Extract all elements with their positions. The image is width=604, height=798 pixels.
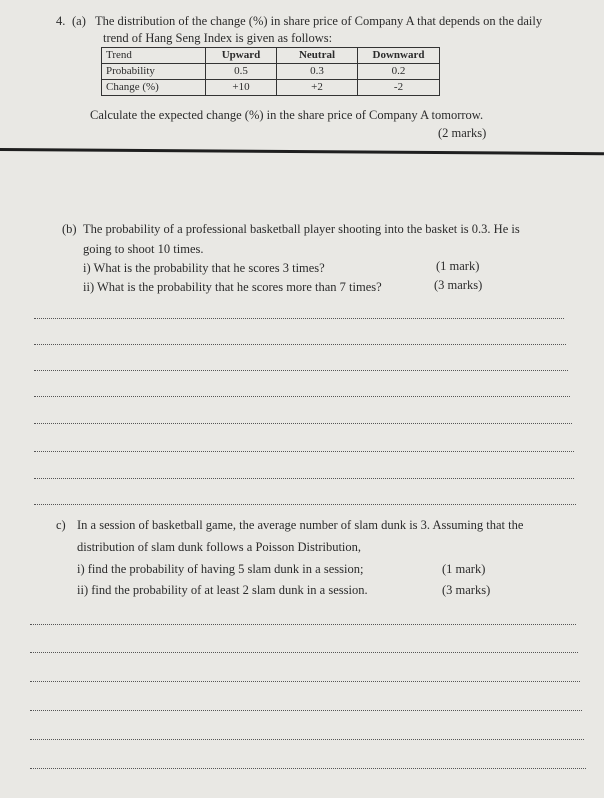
answer-line: [34, 478, 574, 479]
question-number: 4.: [56, 14, 66, 28]
table-cell: 0.5: [206, 64, 277, 80]
answer-line: [30, 768, 586, 769]
part-b-i-marks: (1 mark): [436, 259, 480, 273]
table-cell: +10: [206, 80, 277, 96]
part-c-label: c): [56, 518, 66, 532]
table-header-row: [102, 48, 440, 64]
part-c-ii-marks: (3 marks): [442, 583, 491, 597]
table-cell: 0.2: [358, 64, 440, 80]
part-a-label: (a): [72, 14, 86, 28]
part-c-line1: In a session of basketball game, the average number of slam dunk is 3. Assuming that the: [77, 518, 524, 532]
table-header-cell: Downward: [358, 48, 440, 64]
part-c-i-text: i) find the probability of having 5 slam dunk in a session;: [77, 562, 364, 576]
table-header-cell: Upward: [206, 48, 277, 64]
table-row: [102, 80, 440, 96]
part-a-line2: trend of Hang Seng Index is given as follows:: [103, 31, 333, 45]
part-c-ii-text: ii) find the probability of at least 2 slam dunk in a session.: [77, 583, 368, 597]
part-b-ii-marks: (3 marks): [434, 278, 483, 292]
answer-line: [34, 396, 570, 397]
answer-line: [30, 739, 584, 740]
answer-line: [30, 624, 576, 625]
answer-line: [34, 370, 568, 371]
answer-line: [30, 710, 582, 711]
table-cell: Probability: [102, 64, 206, 80]
part-a-marks: (2 marks): [438, 126, 487, 140]
table-header-cell: Neutral: [277, 48, 358, 64]
part-c-line2: distribution of slam dunk follows a Poisson Distribution,: [77, 540, 362, 554]
part-b-label: (b): [62, 222, 77, 236]
part-b-i-text: i) What is the probability that he scores 3 times?: [83, 261, 325, 275]
table-header-cell: Trend: [102, 48, 206, 64]
answer-line: [34, 344, 566, 345]
table-cell: +2: [277, 80, 358, 96]
part-a-line1: The distribution of the change (%) in share price of Company A that depends on the daily: [95, 14, 543, 28]
part-b-ii-text: ii) What is the probability that he scores more than 7 times?: [83, 280, 382, 294]
table-cell: -2: [358, 80, 440, 96]
distribution-table: [101, 47, 440, 96]
part-b-line2: going to shoot 10 times.: [83, 242, 204, 256]
answer-line: [30, 681, 580, 682]
answer-line: [34, 451, 574, 452]
table-cell: 0.3: [277, 64, 358, 80]
part-b-line1: The probability of a professional basketball player shooting into the basket is 0.3. He is: [83, 222, 520, 236]
answer-line: [34, 318, 564, 319]
page-fold-divider: [0, 148, 604, 155]
answer-line: [30, 652, 578, 653]
table-row: [102, 64, 440, 80]
part-c-i-marks: (1 mark): [442, 562, 486, 576]
answer-line: [34, 504, 576, 505]
table-cell: Change (%): [102, 80, 206, 96]
part-a-instruction: Calculate the expected change (%) in the share price of Company A tomorrow.: [90, 108, 484, 122]
answer-line: [34, 423, 572, 424]
